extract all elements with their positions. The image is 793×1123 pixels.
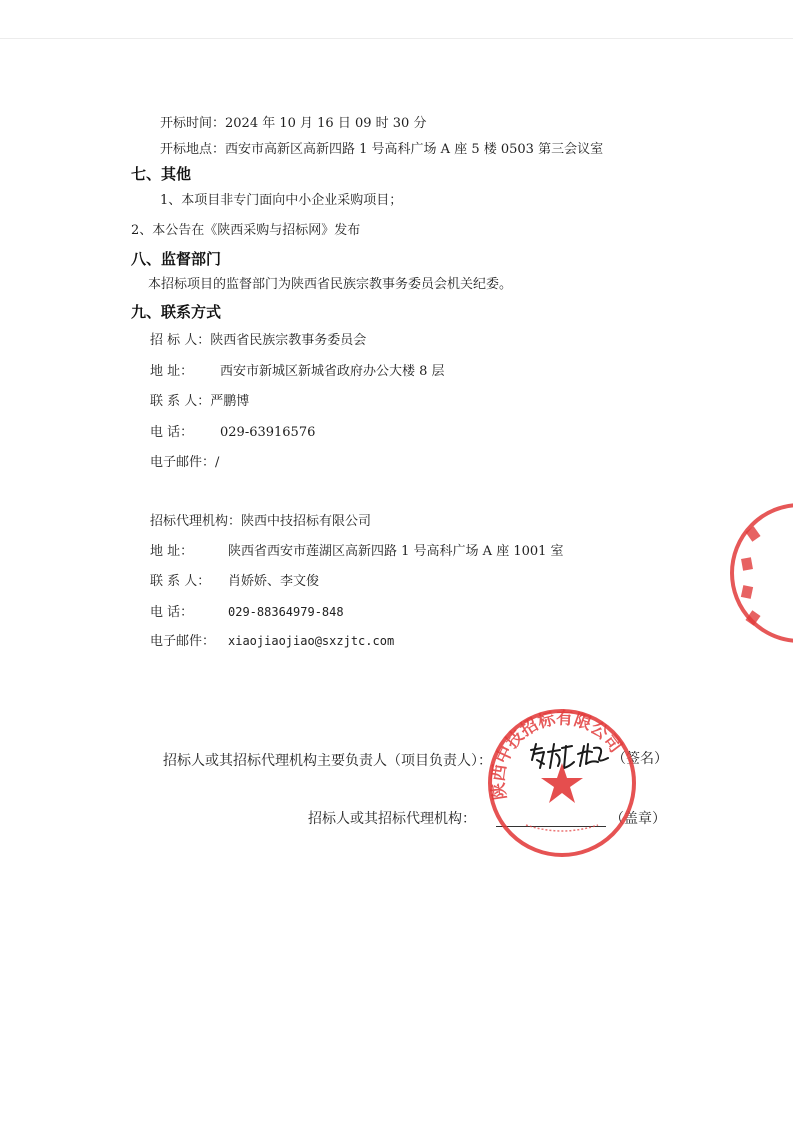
tenderer-email-row — [150, 455, 219, 471]
agency-phone: 029-88364979-848 — [228, 605, 344, 619]
tenderer-phone-row — [150, 425, 315, 441]
company-seal — [486, 707, 638, 859]
agency-email: xiaojiaojiao@sxzjtc.com — [228, 634, 395, 648]
tenderer-name-label: 招 标 人： — [150, 333, 211, 348]
bid-open-time: 开标时间：2024 年 10 月 16 日 09 时 30 分 — [160, 116, 427, 131]
agency-address-row — [150, 544, 564, 560]
tenderer-contact-row — [150, 394, 249, 410]
seal-suffix: （盖章） — [610, 811, 666, 827]
agency-name: 陕西中技招标有限公司 — [241, 514, 372, 529]
agency-address: 陕西省西安市莲湖区高新四路 1 号高科广场 A 座 1001 室 — [228, 544, 564, 559]
agency-email-label: 电子邮件： — [150, 634, 216, 649]
section-7-item-1: 1、本项目非专门面向中小企业采购项目； — [160, 193, 403, 208]
tenderer-address-row — [150, 364, 445, 380]
section-8-heading: 八、监督部门 — [131, 250, 222, 268]
bid-open-place: 开标地点：西安市高新区高新四路 1 号高科广场 A 座 5 楼 0503 第三会议室 — [160, 142, 604, 157]
tenderer-email: / — [215, 455, 220, 470]
tenderer-name-row — [150, 333, 366, 349]
seal-text: 陕西中技招标有限公司 — [488, 708, 626, 802]
agency-phone-row — [150, 604, 344, 621]
agency-phone-label: 电 话： — [150, 605, 194, 620]
tenderer-address-label: 地 址： — [150, 364, 194, 379]
section-7-heading: 七、其他 — [131, 165, 192, 183]
responsible-label: 招标人或其招标代理机构主要负责人（项目负责人）： — [163, 753, 492, 769]
tenderer-phone-label: 电 话： — [150, 425, 194, 440]
tenderer-name: 陕西省民族宗教事务委员会 — [210, 333, 367, 348]
tenderer-phone: 029-63916576 — [220, 425, 316, 440]
agency-email-row — [150, 633, 394, 650]
section-7-item-2: 2、本公告在《陕西采购与招标网》发布 — [131, 223, 361, 238]
section-9-heading: 九、联系方式 — [131, 303, 222, 321]
scan-edge-line — [0, 38, 793, 39]
agency-address-label: 地 址： — [150, 544, 194, 559]
agency-contact-label: 联 系 人： — [150, 574, 211, 589]
agency-contact: 肖娇娇、李文俊 — [228, 574, 320, 589]
tenderer-contact: 严鹏博 — [210, 394, 250, 409]
tenderer-email-label: 电子邮件： — [150, 455, 216, 470]
agency-name-label: 招标代理机构： — [150, 514, 242, 529]
agency-contact-row — [150, 574, 319, 590]
agency-name-row — [150, 514, 371, 530]
edge-seal-fragment — [718, 498, 793, 648]
sign-suffix: （签名） — [612, 751, 668, 767]
section-8-text: 本招标项目的监督部门为陕西省民族宗教事务委员会机关纪委。 — [148, 277, 513, 292]
tenderer-contact-label: 联 系 人： — [150, 394, 211, 409]
tenderer-address: 西安市新城区新城省政府办公大楼 8 层 — [220, 364, 445, 379]
agency-seal-label: 招标人或其招标代理机构： — [308, 811, 476, 827]
